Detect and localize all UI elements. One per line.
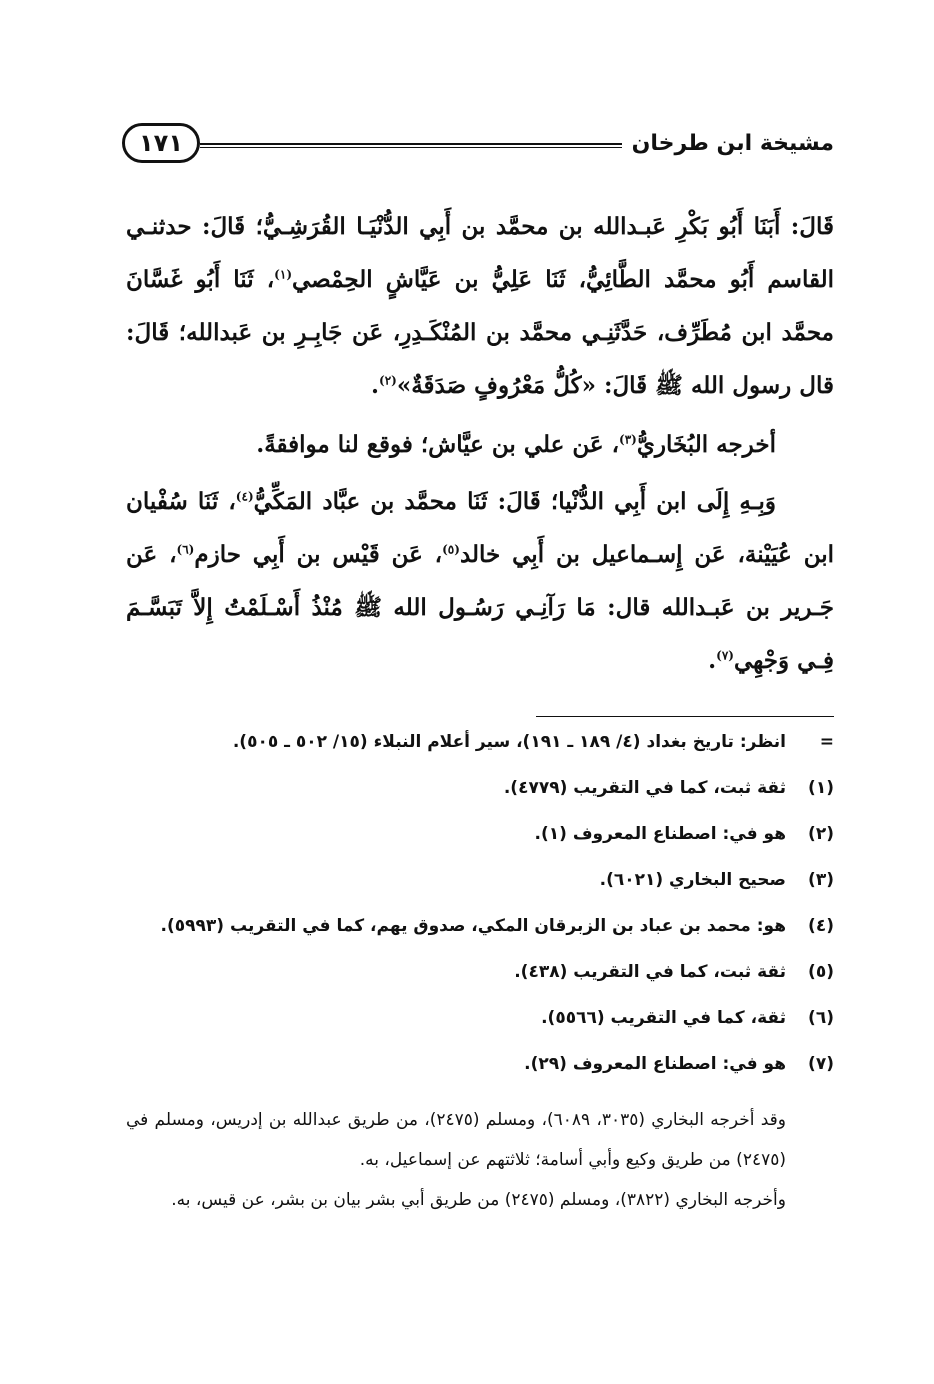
- text-span: ، ثَنَا سُفْيان ابن عُيَيْنة، عَن إِسـماعيل بن أَبِي خالد: [126, 488, 834, 568]
- header-rule: [200, 143, 622, 148]
- text-span: ، عَن جَـرير بن عَبـدالله قال: مَا رَآنِـي رَسُـول الله ﷺ مُنْذُ أَسْـلَمْتُ إِلاَّ تَبَسَّـمَ فِـي وَجْهِي: [126, 541, 834, 674]
- footnote-4: [126, 916, 834, 962]
- footnote-1: [126, 778, 834, 824]
- footnote-number: (٢): [808, 824, 834, 844]
- footnote-ref: (٤): [235, 489, 254, 504]
- footnote-text: ثقة ثبت، كما في التقريب (٤٣٨).: [514, 962, 786, 982]
- footnote-2: [126, 824, 834, 870]
- footnote-number: (٧): [808, 1054, 834, 1074]
- page-number-badge: ١٧١: [122, 123, 200, 163]
- main-text: [126, 200, 834, 687]
- paragraph-takhrij: [126, 418, 834, 471]
- footnote-text: ثقة، كما في التقريب (٥٥٦٦).: [541, 1008, 786, 1028]
- text-span: .: [708, 647, 717, 674]
- footnote-ref: (٢): [379, 373, 397, 388]
- footnote-ref: (٥): [442, 542, 460, 557]
- footnote-ref: (٣): [619, 432, 637, 447]
- footnote-7-note-2: وأخرجه البخاري (٣٨٢٢)، ومسلم (٢٤٧٥) من طريق أبي بشر بيان بن بشر، عن قيس، به.: [171, 1190, 786, 1210]
- footnote-3: [126, 870, 834, 916]
- page-header: [122, 118, 834, 168]
- footnote-number: (٥): [808, 962, 834, 982]
- text-span: .: [370, 372, 379, 399]
- paragraph-hadith-1: [126, 200, 834, 412]
- footnote-text: هو في: اصطناع المعروف (٢٩).: [524, 1054, 786, 1074]
- footnote-carryover: [126, 732, 834, 778]
- running-title: مشيخة ابن طرخان: [631, 130, 834, 156]
- footnotes-section: [126, 732, 834, 1220]
- footnote-number: (٦): [808, 1008, 834, 1028]
- footnote-6: [126, 1008, 834, 1054]
- footnote-text: صحيح البخاري (٦٠٢١).: [599, 870, 786, 890]
- footnote-ref: (٦): [176, 542, 195, 557]
- footnote-5: [126, 962, 834, 1008]
- text-span: ، عَن علي بن عيَّاش؛ فوقع لنا موافقةً.: [256, 431, 619, 458]
- footnote-number: (٤): [808, 916, 834, 936]
- text-span: ، عَن قَيْس بن أَبِي حازم: [194, 541, 443, 568]
- footnote-number: (١): [808, 778, 834, 798]
- footnote-7: [126, 1054, 834, 1100]
- footnote-text: ثقة ثبت، كما في التقريب (٤٧٧٩).: [503, 778, 786, 798]
- footnote-7-note-1: وقد أخرجه البخاري (٣٠٣٥، ٦٠٨٩)، ومسلم (٢٤٧٥)، من طريق عبدالله بن إدريس، ومسلم في (٢٤٧٥) من طريق وكيع وأبي أسامة؛ ثلاثتهم عن إسماعيل، به.: [126, 1110, 787, 1170]
- footnote-text: هو: محمد بن عباد بن الزبرقان المكي، صدوق يهم، كما في التقريب (٥٩٩٣).: [160, 916, 786, 936]
- footnote-text: هو في: اصطناع المعروف (١).: [534, 824, 786, 844]
- footnote-number: =: [819, 732, 834, 752]
- text-span: وَبِـهِ إِلَى ابن أَبِي الدُّنْيا؛ قَالَ: ثَنَا محمَّد بن عبَّاد المَكِّيُّ: [253, 488, 776, 515]
- footnote-separator: [536, 716, 834, 717]
- footnote-text: انظر: تاريخ بغداد (٤/ ١٨٩ ـ ١٩١)، سير أعلام النبلاء (١٥/ ٥٠٢ ـ ٥٠٥).: [232, 732, 786, 752]
- paragraph-hadith-2: [126, 475, 834, 687]
- text-span: ، ثَنَا أَبُو غَسَّانَ محمَّد ابن مُطَرِّف، حَدَّثَنِـي محمَّد بن المُنْكَـدِرِ، عَن جَابِـرِ بن عَبدالله؛ قَالَ: قال رسول الله ﷺ قَالَ: «كُلُّ مَعْرُوفٍ صَدَقَةٌ»: [126, 266, 834, 399]
- footnote-ref: (١): [274, 267, 292, 282]
- footnote-ref: (٧): [716, 648, 734, 663]
- footnote-number: (٣): [808, 870, 834, 890]
- text-span: أخرجه البُخَاريُّ: [636, 431, 776, 458]
- text-span: قَالَ: أَبَنَا أَبُو بَكْرِ عَبـدالله بن محمَّد بن أَبِي الدُّنْيَـا القُرَشِـيُّ؛ قَالَ: حدثنـي القاسم أَبُو محمَّد الطَّائِيُّ، ثَنَا عَلِيُّ بن عَيَّاشٍ الحِمْصي: [126, 213, 834, 293]
